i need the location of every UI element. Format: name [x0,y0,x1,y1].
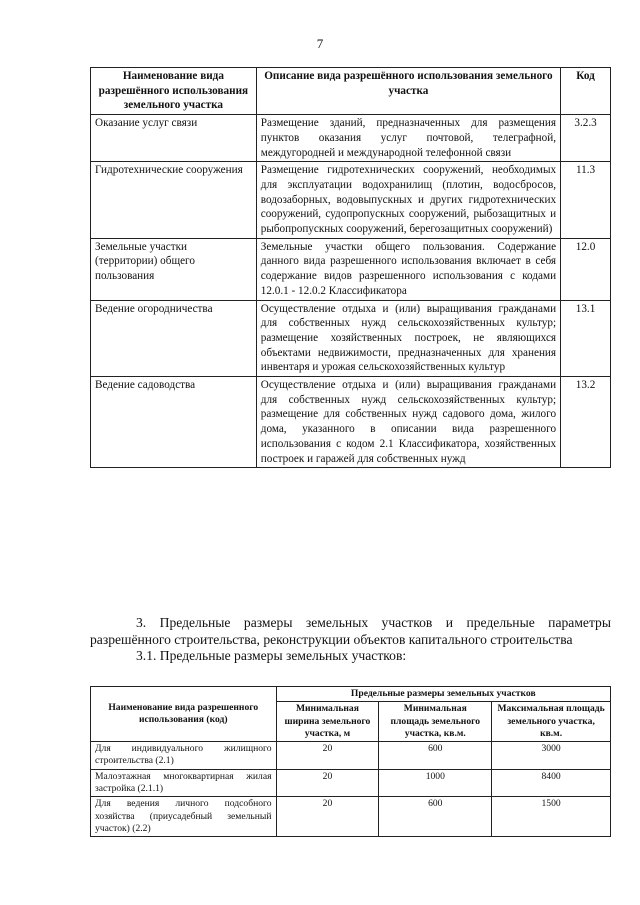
row-name: Земельные участки (территории) общего пользования [91,238,257,300]
row-code: 12.0 [561,238,611,300]
header-name: Наименование вида разрешённого использования земельного участка [91,68,257,115]
header-description: Описание вида разрешённого использования земельного участка [256,68,560,115]
table-header-row [91,687,611,702]
row-description: Осуществление отдыха и (или) выращивания гражданами для собственных нужд сельскохозяйственных культур; размещение хозяйственных построек, не являющихся объектами недвижимости, предназначенных для хранения инвентаря и урожая сельскохозяйственных культур [256,300,560,377]
row-min-width: 20 [276,769,379,797]
table-row [91,797,611,837]
row-min-area: 600 [379,797,492,837]
header-group: Предельные размеры земельных участков [276,687,610,702]
row-description: Земельные участки общего пользования. Содержание данного вида разрешенного использования включает в себя содержание видов разрешенного использования с кодами 12.0.1 - 12.0.2 Классификатора [256,238,560,300]
row-description: Осуществление отдыха и (или) выращивания гражданами для собственных нужд сельскохозяйственных культур; размещение для собственных нужд садового дома, жилого дома, указанного в описании вида разрешенного использования с кодом 2.1 Классификатора, хозяйственных построек и гаражей для собственных нужд [256,377,560,468]
row-name: Ведение садоводства [91,377,257,468]
header-use-name: Наименование вида разрешенного использования (код) [91,687,277,742]
row-code: 3.2.3 [561,115,611,162]
header-min-width: Минимальная ширина земельного участка, м [276,702,379,742]
row-max-area: 8400 [492,769,611,797]
row-name: Для ведения личного подсобного хозяйства (приусадебный земельный участок) (2.2) [91,797,277,837]
header-min-area: Минимальная площадь земельного участка, кв.м. [379,702,492,742]
section-3-text: 3. Предельные размеры земельных участков и предельные параметры разрешённого строительства, реконструкции объектов капитального строительства [90,615,611,647]
row-code: 11.3 [561,162,611,239]
row-max-area: 3000 [492,742,611,770]
header-max-area: Максимальная площадь земельного участка, кв.м. [492,702,611,742]
table-row [91,162,611,239]
section-3-1-text: 3.1. Предельные размеры земельных участков: [136,648,407,663]
plot-size-table [90,686,611,837]
row-name: Малоэтажная многоквартирная жилая застройка (2.1.1) [91,769,277,797]
row-description: Размещение зданий, предназначенных для размещения пунктов оказания услуг почтовой, телеграфной, междугородней и международной телефонной связи [256,115,560,162]
table-row [91,377,611,468]
row-name: Ведение огородничества [91,300,257,377]
table-row [91,238,611,300]
row-max-area: 1500 [492,797,611,837]
page-number: 7 [316,36,324,51]
row-min-width: 20 [276,797,379,837]
table-header-row [91,68,611,115]
row-min-area: 1000 [379,769,492,797]
land-use-table [90,67,611,468]
table-row [91,769,611,797]
table-row [91,300,611,377]
row-name: Гидротехнические сооружения [91,162,257,239]
section-3-paragraph [90,615,611,665]
row-name: Для индивидуального жилищного строительства (2.1) [91,742,277,770]
row-name: Оказание услуг связи [91,115,257,162]
table-row [91,115,611,162]
row-code: 13.1 [561,300,611,377]
table-row [91,742,611,770]
header-code: Код [561,68,611,115]
row-min-width: 20 [276,742,379,770]
row-min-area: 600 [379,742,492,770]
row-description: Размещение гидротехнических сооружений, необходимых для эксплуатации водохранилищ (плотин, водосбросов, водозаборных, водовыпускных и других гидротехнических сооружений, судопропускных сооружений, рыбозащитных и рыбопропускных сооружений, берегозащитных сооружений) [256,162,560,239]
row-code: 13.2 [561,377,611,468]
